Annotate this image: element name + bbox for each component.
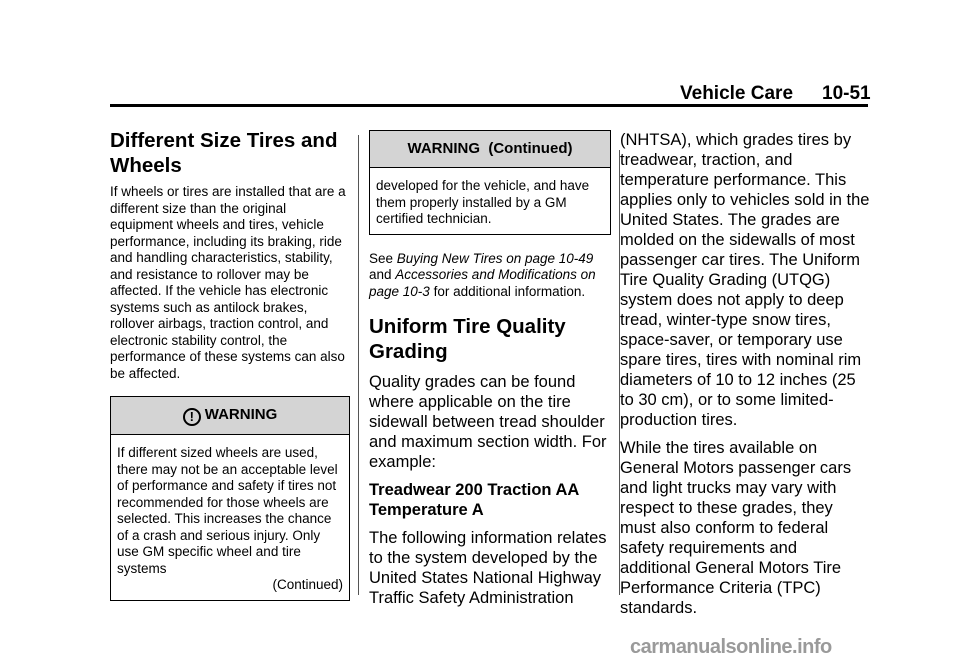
warning-icon: ! xyxy=(183,408,201,426)
column-divider xyxy=(358,135,359,595)
see-suffix: for additional information. xyxy=(429,283,586,299)
column-2 xyxy=(369,130,611,608)
warning-continued-box xyxy=(369,130,611,235)
watermark: carmanualsonline.info xyxy=(630,636,832,658)
page-header xyxy=(0,0,960,110)
page-number: 10-51 xyxy=(822,83,871,104)
warning-header xyxy=(111,397,349,435)
utqg-nhtsa-paragraph: The following information relates to the system developed by the United States National Highway Traffic Safety Administration xyxy=(369,529,607,607)
link-buying-new-tires[interactable]: Buying New Tires on page 10-49 xyxy=(396,250,594,266)
column-1 xyxy=(110,120,350,601)
continued-label: (Continued) xyxy=(272,577,343,592)
gm-tpc-paragraph: While the tires available on General Motors passenger cars and light trucks may vary with respect to these grades, they must also conform to federal safety requirements and additional General Motors Tire Performance Criteria (TPC) standards. xyxy=(620,439,852,617)
warning-title: WARNING xyxy=(204,406,278,423)
warning-body xyxy=(111,435,349,600)
warning-continued-body: developed for the vehicle, and have them properly installed by a GM certified technician. xyxy=(376,178,590,226)
utqg-intro-paragraph: Quality grades can be found where applicable on the tire sidewall between tread shoulder and maximum section width. For example: xyxy=(369,373,607,471)
see-also-paragraph xyxy=(369,251,611,301)
heading-utqg: Uniform Tire Quality Grading xyxy=(369,315,566,363)
warning-box xyxy=(110,396,350,601)
header-rule xyxy=(110,104,868,107)
warning-continued-header: WARNING (Continued) xyxy=(370,131,610,168)
warning-text: If different sized wheels are used, there may not be an acceptable level of performance and safety if tires not recommended for those wheels are selected. This increases the chance of a crash and serious injury. Only use GM specific wheel and tire systems xyxy=(117,445,338,576)
utqg-example: Treadwear 200 Traction AA Temperature A xyxy=(369,481,579,519)
different-size-paragraph: If wheels or tires are installed that are a different size than the original equipment wheels and tires, vehicle performance, including its braking, ride and handling characteristics, stability, and resistance to rollover may be affected. If the vehicle has electronic systems such as antilock brakes, rollover airbags, traction control, and electronic stability control, the performance of these systems can also be affected. xyxy=(110,184,346,381)
section-title: Vehicle Care xyxy=(680,83,794,104)
see-mid: and xyxy=(369,267,396,282)
link-accessories-modifications[interactable]: Accessories and Modifications on page 10-3 xyxy=(369,267,596,299)
heading-different-size: Different Size Tires and Wheels xyxy=(110,129,338,177)
see-prefix: See xyxy=(369,250,397,266)
column-3 xyxy=(620,130,870,618)
nhtsa-continued-paragraph: (NHTSA), which grades tires by treadwear, traction, and temperature performance. This applies only to vehicles sold in the United States. The grades are molded on the sidewalls of most passenger car tires. The Uniform Tire Quality Grading (UTQG) system does not apply to deep tread, winter-type snow tires, space-saver, or temporary use spare tires, tires with nominal rim diameters of 10 to 12 inches (25 to 30 cm), or to some limited-production tires. xyxy=(620,131,870,429)
